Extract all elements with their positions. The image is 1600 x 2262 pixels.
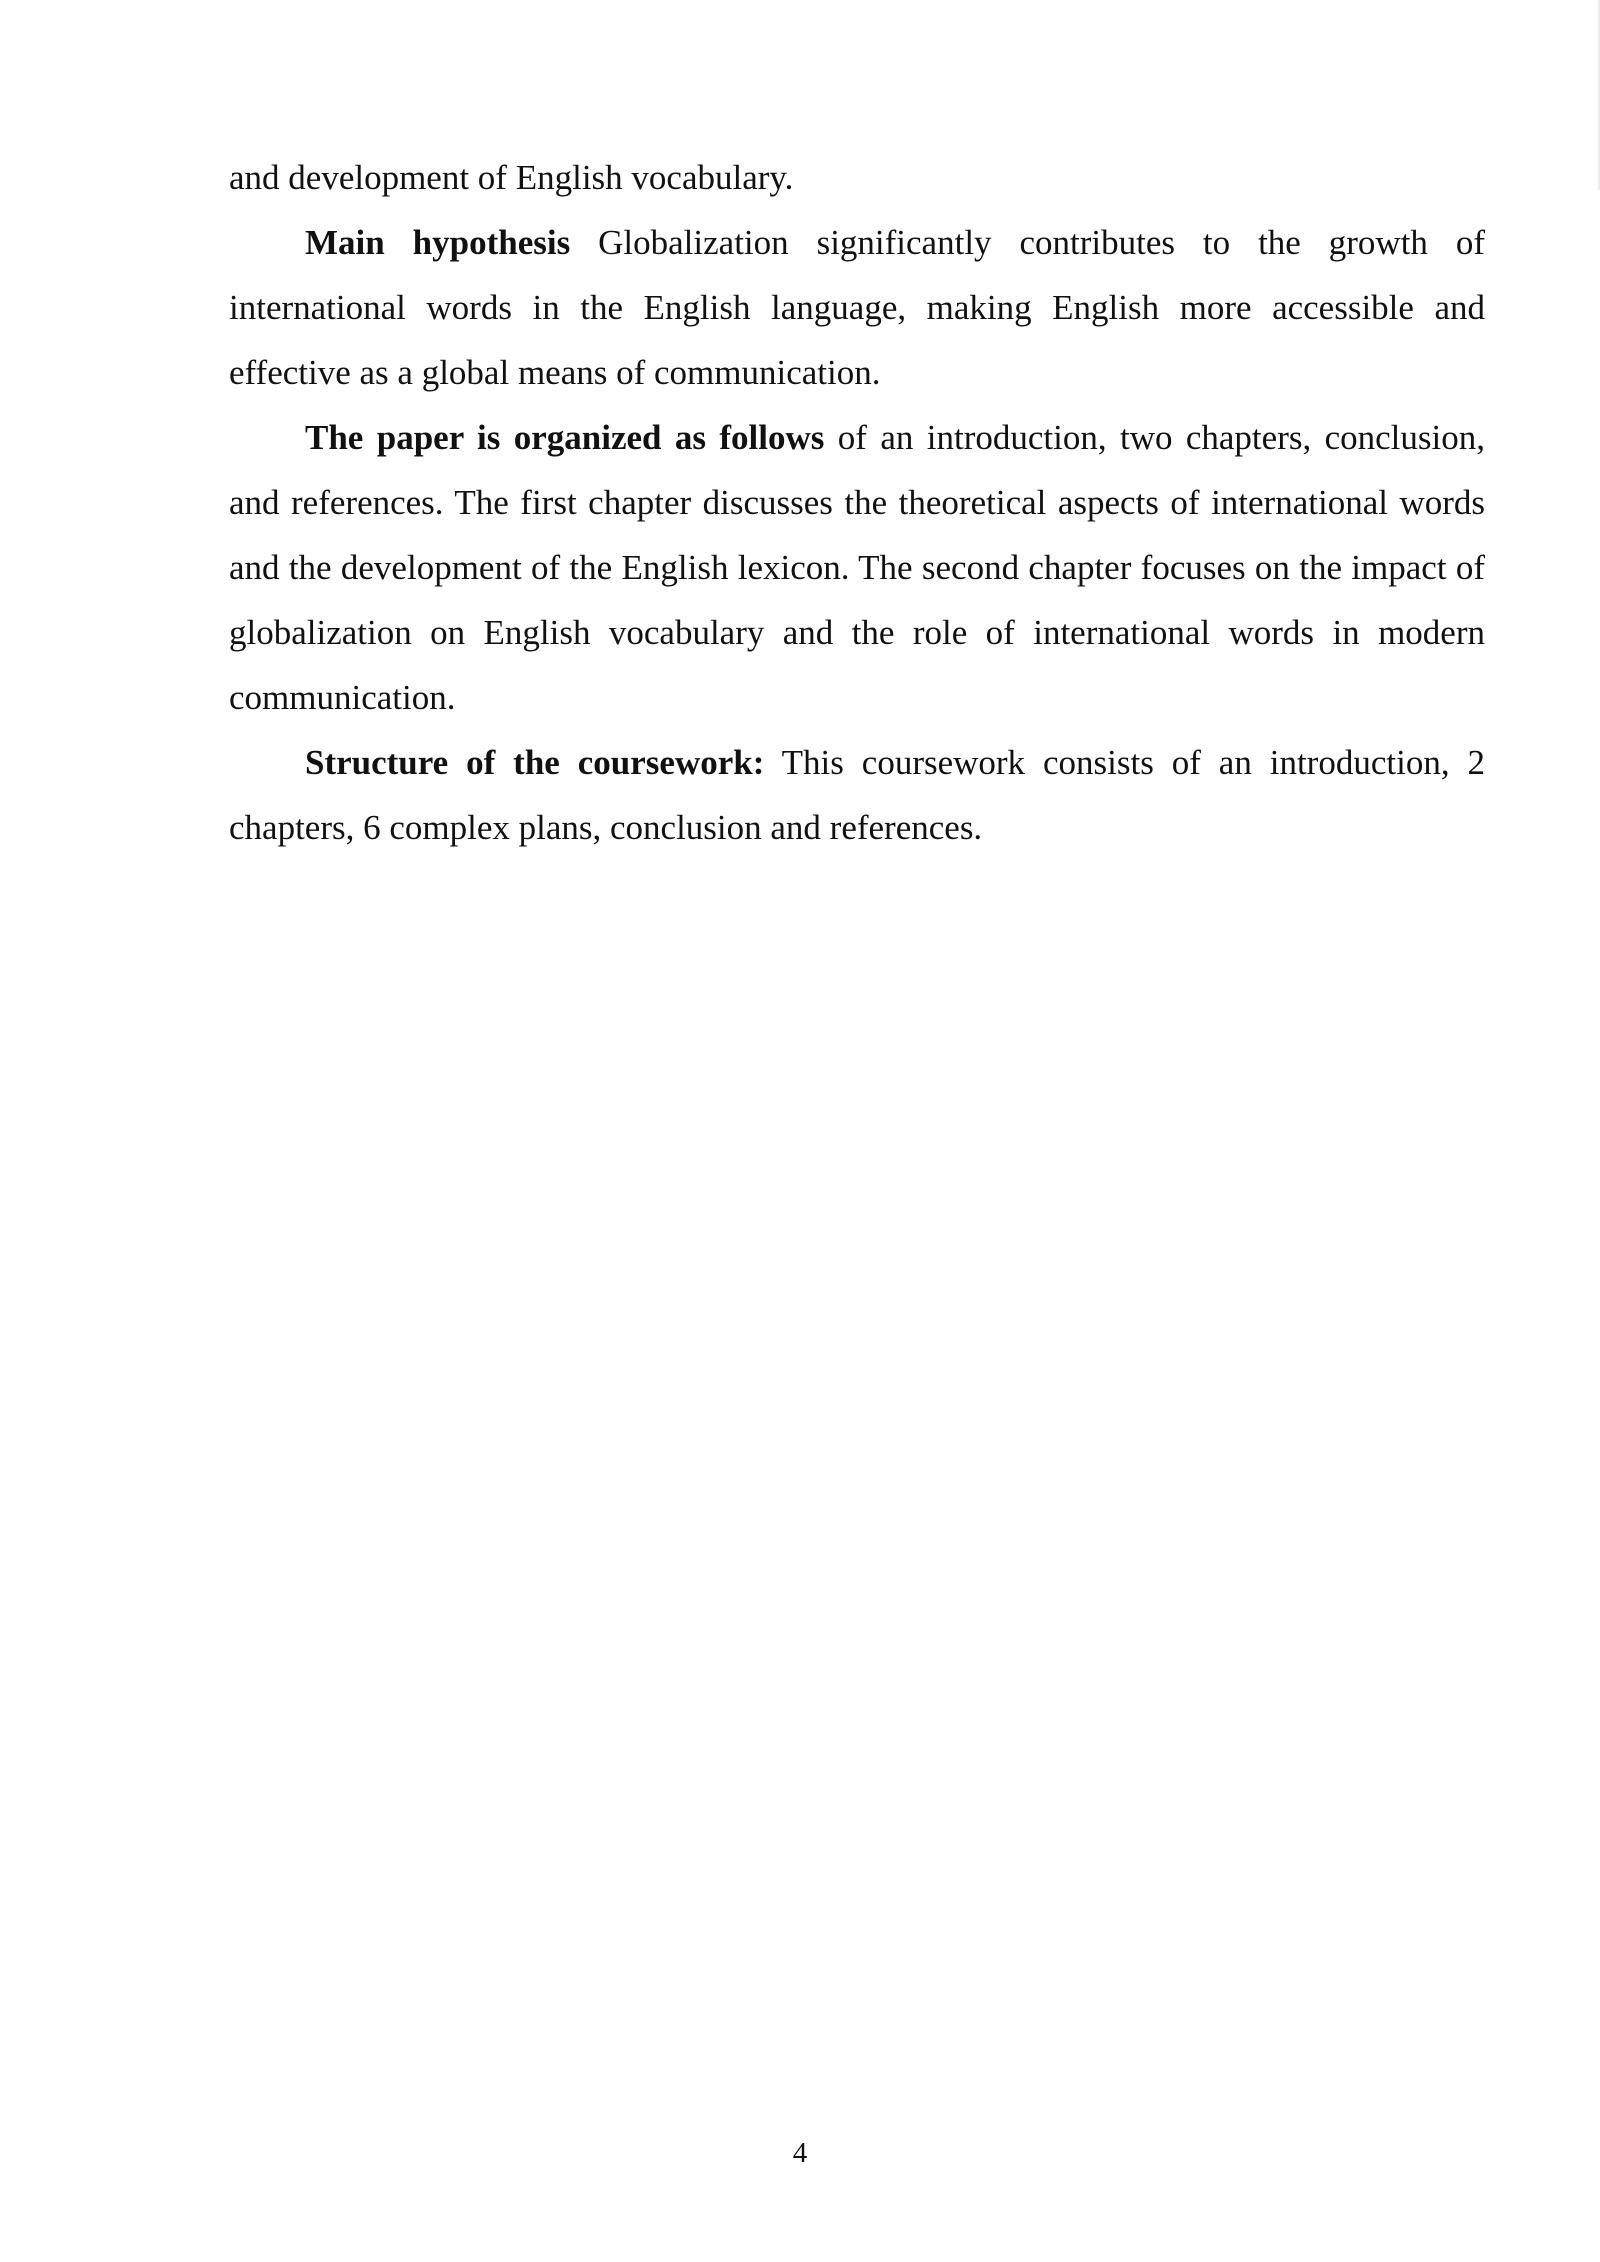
paragraph-text: and development of English vocabulary. — [229, 158, 794, 197]
paragraph-lead: Structure of the coursework: — [305, 743, 765, 782]
body-text — [229, 145, 1485, 860]
paragraph-main-hypothesis — [229, 210, 1485, 405]
page-number: 4 — [792, 2137, 808, 2169]
paragraph-text: Globalization significantly contributes to the growth of international words in the English language, making English more accessible and effective as a global means of communication. — [229, 223, 1486, 392]
paragraph-organization — [229, 405, 1485, 730]
paragraph-lead: The paper is organized as follows — [305, 418, 825, 457]
paragraph-text: of an introduction, two chapters, conclusion, and references. The first chapter discusses the theoretical aspects of international words and the development of the English lexicon. The second chapter focuses on the impact of globalization on English vocabulary and the role of international words in modern communication. — [229, 418, 1485, 717]
paragraph-lead: Main hypothesis — [305, 223, 571, 262]
paragraph-text: This coursework consists of an introduction, 2 chapters, 6 complex plans, conclusion and references. — [229, 743, 1485, 847]
paragraph-structure — [229, 730, 1485, 860]
paragraph-continuation — [229, 145, 1485, 210]
